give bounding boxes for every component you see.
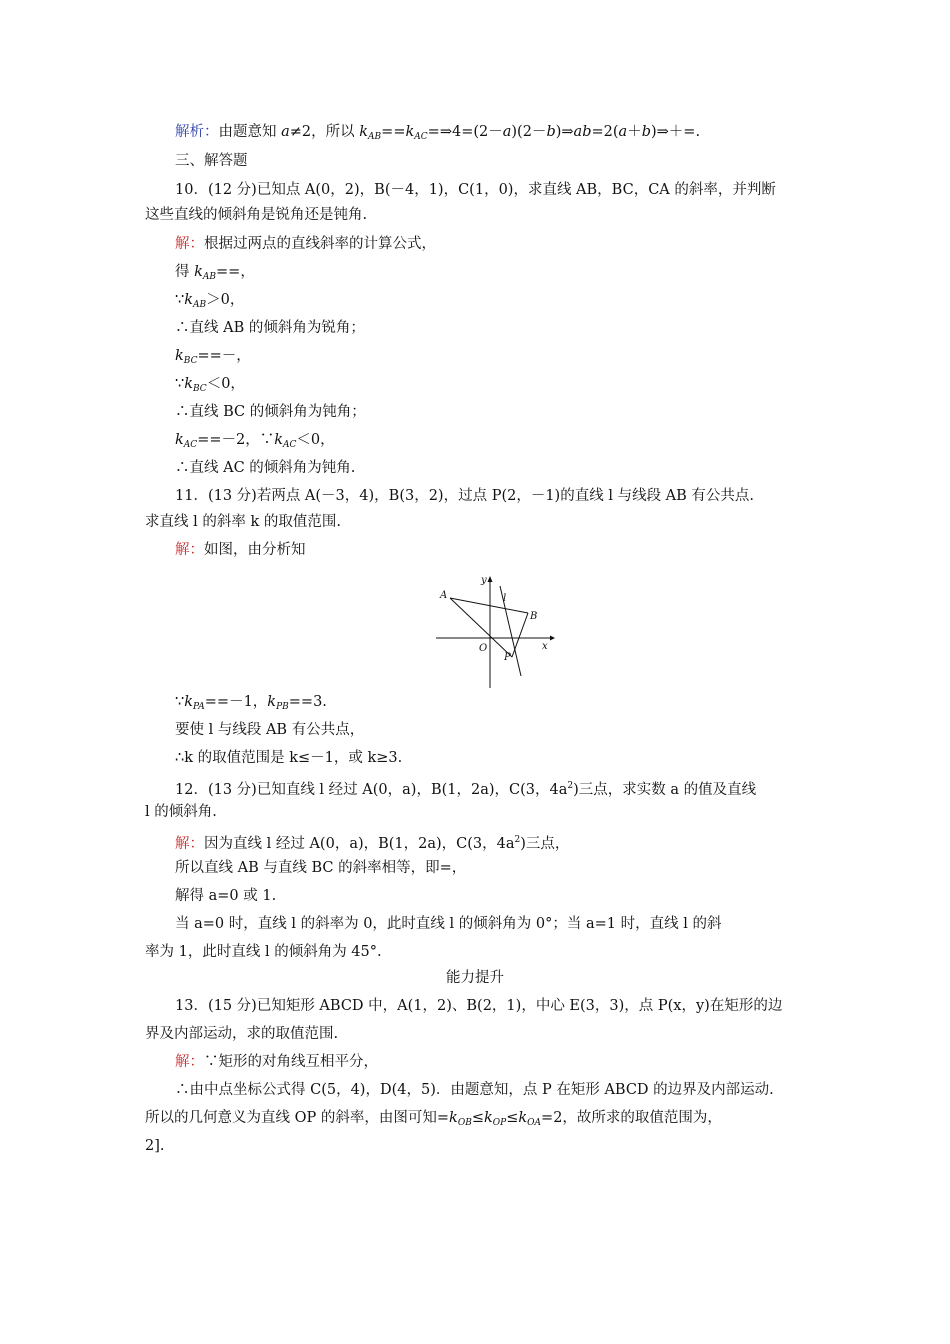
label-a: A <box>440 590 448 601</box>
q9-solution-line: 解析：由题意知 a≠2，所以 $k_{AB}==k_{AC}=\Rightarrow 4=(2-a)(2-b)\Rightarrow ab=2(a+b)\Rightarrow+=$. <box>175 124 701 142</box>
section-heading-ability: 能力提升 <box>446 970 504 986</box>
q13-step-4: 2]. <box>145 1138 165 1154</box>
label-y: y <box>481 575 487 586</box>
label-p: P <box>504 652 511 663</box>
q10-text-line2: 这些直线的倾斜角是锐角还是钝角. <box>145 207 368 223</box>
q11-text-line1: 11．(13 分)若两点 A(－3，4)，B(3，2)，过点 P(2，－1)的直线 l 与线段 AB 有公共点. <box>175 488 755 504</box>
slope-diagram <box>430 572 555 690</box>
q11-step-2: 要使 l 与线段 AB 有公共点， <box>175 722 365 738</box>
q10-step-6: ∴直线 BC 的倾斜角为钝角； <box>175 404 366 420</box>
q13-step-3: 所以的几何意义为直线 OP 的斜率，由图可知$=k_{OB}\le k_{OP}\le k_{OA}=2$，故所求的取值范围为， <box>145 1110 722 1128</box>
label-o: O <box>479 643 488 654</box>
solution-label: 解： <box>175 542 204 558</box>
q12-step-5: 率为 1，此时直线 l 的倾斜角为 45°. <box>145 944 382 960</box>
solution-label: 解析： <box>175 124 219 140</box>
q13-solution-line: 解：∵矩形的对角线互相平分， <box>175 1054 378 1070</box>
q10-solution-line: 解：根据过两点的直线斜率的计算公式， <box>175 236 436 252</box>
solution-label: 解： <box>175 836 204 852</box>
x-axis-arrow <box>550 636 555 641</box>
q10-step-3: ∴直线 AB 的倾斜角为锐角； <box>175 320 365 336</box>
q10-text-line1: 10．(12 分)已知点 A(0，2)，B(－4，1)，C(1，0)，求直线 AB，BC，CA 的斜率，并判断 <box>175 182 776 198</box>
solution-label: 解： <box>175 236 204 252</box>
q10-step-7: $k_{AC}==-2$，$\because k_{AC}<0$， <box>175 432 335 450</box>
q10-step-2: $\because k_{AB}>0$， <box>175 292 245 310</box>
q11-solution-line: 解：如图，由分析知 <box>175 542 306 558</box>
q11-text-line2: 求直线 l 的斜率 k 的取值范围. <box>145 514 341 530</box>
q13-text-line2: 界及内部运动，求的取值范围. <box>145 1026 339 1042</box>
q10-step-4: $k_{BC}==-$， <box>175 348 251 366</box>
q10-step-8: ∴直线 AC 的倾斜角为钝角. <box>175 460 356 476</box>
label-x: x <box>542 641 548 652</box>
section-heading: 三、解答题 <box>175 153 248 169</box>
q12-step-4: 当 a=0 时，直线 l 的斜率为 0，此时直线 l 的倾斜角为 0°；当 a=1 时，直线 l 的斜 <box>175 916 722 932</box>
line-pb <box>512 613 528 657</box>
q12-text-line1: 12．(13 分)已知直线 l 经过 A(0，a)，B(1，2a)，C(3，$4a^2$)三点，求实数 a 的值及直线 <box>175 781 757 798</box>
label-b: B <box>530 611 538 622</box>
label-l: l <box>503 593 507 604</box>
q12-solution-line: 解：因为直线 l 经过 A(0，a)，B(1，2a)，C(3，$4a^2$)三点， <box>175 835 570 852</box>
q10-step-5: $\because k_{BC}<0$， <box>175 376 245 394</box>
y-axis-arrow <box>488 576 493 582</box>
segment-ab <box>450 598 528 613</box>
q13-text-line1: 13．(15 分)已知矩形 ABCD 中，A(1，2)、B(2，1)，中心 E(3，3)，点 P(x，y)在矩形的边 <box>175 998 783 1014</box>
q12-text-line2: l 的倾斜角. <box>145 804 217 820</box>
q12-step-3: 解得 a=0 或 1. <box>175 888 277 904</box>
q11-step-3: ∴k 的取值范围是 k≤－1，或 k≥3. <box>175 750 403 766</box>
q12-step-2: 所以直线 AB 与直线 BC 的斜率相等，即=， <box>175 860 467 876</box>
q11-step-1: $\because k_{PA}==-1$，$k_{PB}==3$. <box>175 694 327 712</box>
q13-step-2: ∴由中点坐标公式得 C(5，4)，D(4，5)．由题意知，点 P 在矩形 ABCD 的边界及内部运动. <box>175 1082 774 1098</box>
q10-step-1: 得 $k_{AB}==$， <box>175 264 255 282</box>
solution-label: 解： <box>175 1054 204 1070</box>
